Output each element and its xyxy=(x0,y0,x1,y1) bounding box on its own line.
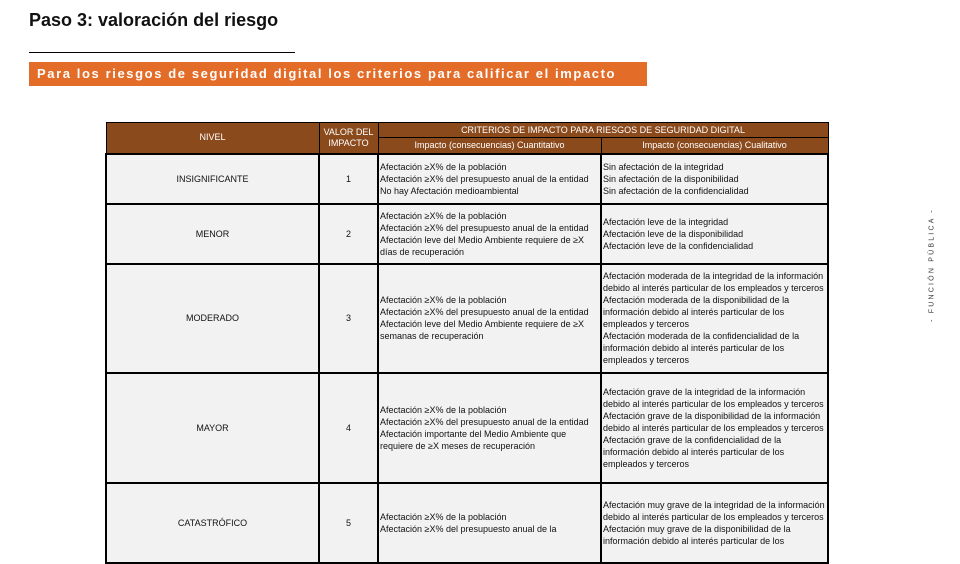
table-row xyxy=(106,264,828,373)
cell-nivel: INSIGNIFICANTE xyxy=(106,154,319,204)
section-banner: Para los riesgos de seguridad digital los criterios para calificar el impacto xyxy=(29,62,647,86)
cell-nivel: MAYOR xyxy=(106,373,319,483)
cell-cuantitativo: Afectación ≥X% de la población Afectación ≥X% del presupuesto anual de la entidad Afectación leve del Medio Ambiente requiere de ≥X semanas de recuperación xyxy=(378,264,601,373)
cell-valor: 5 xyxy=(319,483,378,563)
page-title: Paso 3: valoración del riesgo xyxy=(29,10,279,30)
table-row xyxy=(106,204,828,264)
cell-cualitativo: Afectación muy grave de la integridad de la información debido al interés particular de los empleados y terceros Afectación muy grave de la disponibilidad de la información debido al interés particular de los xyxy=(601,483,828,563)
header-nivel: NIVEL xyxy=(106,123,319,154)
header-valor: VALOR DEL IMPACTO xyxy=(319,123,378,154)
cell-nivel: MODERADO xyxy=(106,264,319,373)
table-row xyxy=(106,154,828,204)
cell-nivel: CATASTRÓFICO xyxy=(106,483,319,563)
cell-cuantitativo: Afectación ≥X% de la población Afectación ≥X% del presupuesto anual de la entidad No hay Afectación medioambiental xyxy=(378,154,601,204)
cell-cuantitativo: Afectación ≥X% de la población Afectación ≥X% del presupuesto anual de la entidad Afectación importante del Medio Ambiente que requiere de ≥X meses de recuperación xyxy=(378,373,601,483)
cell-valor: 2 xyxy=(319,204,378,264)
side-label: - FUNCIÓN PÚBLICA - xyxy=(928,208,936,322)
cell-cualitativo: Sin afectación de la integridad Sin afectación de la disponibilidad Sin afectación de la confidencialidad xyxy=(601,154,828,204)
cell-cualitativo: Afectación leve de la integridad Afectación leve de la disponibilidad Afectación leve de la confidencialidad xyxy=(601,204,828,264)
cell-cuantitativo: Afectación ≥X% de la población Afectación ≥X% del presupuesto anual de la entidad Afectación leve del Medio Ambiente requiere de ≥X días de recuperación xyxy=(378,204,601,264)
table-row xyxy=(106,483,828,563)
cell-nivel: MENOR xyxy=(106,204,319,264)
cell-valor: 3 xyxy=(319,264,378,373)
header-cuantitativo: Impacto (consecuencias) Cuantitativo xyxy=(378,138,601,154)
cell-valor: 1 xyxy=(319,154,378,204)
cell-cuantitativo: Afectación ≥X% de la población Afectación ≥X% del presupuesto anual de la xyxy=(378,483,601,563)
title-underline xyxy=(29,52,295,53)
header-criterios: CRITERIOS DE IMPACTO PARA RIESGOS DE SEGURIDAD DIGITAL xyxy=(378,123,828,138)
cell-cualitativo: Afectación moderada de la integridad de la información debido al interés particular de los empleados y terceros Afectación moderada de la disponibilidad de la información debido al interés particular de los empleados y terceros Afectación moderada de la confidencialidad de la información debido al interés particular de los empleados y terceros xyxy=(601,264,828,373)
cell-cualitativo: Afectación grave de la integridad de la información debido al interés particular de los empleados y terceros Afectación grave de la disponibilidad de la información debido al interés particular de los empleados y terceros Afectación grave de la confidencialidad de la información debido al interés particular de los empleados y terceros xyxy=(601,373,828,483)
impact-criteria-table xyxy=(105,122,829,564)
table-row xyxy=(106,373,828,483)
header-cualitativo: Impacto (consecuencias) Cualitativo xyxy=(601,138,828,154)
cell-valor: 4 xyxy=(319,373,378,483)
